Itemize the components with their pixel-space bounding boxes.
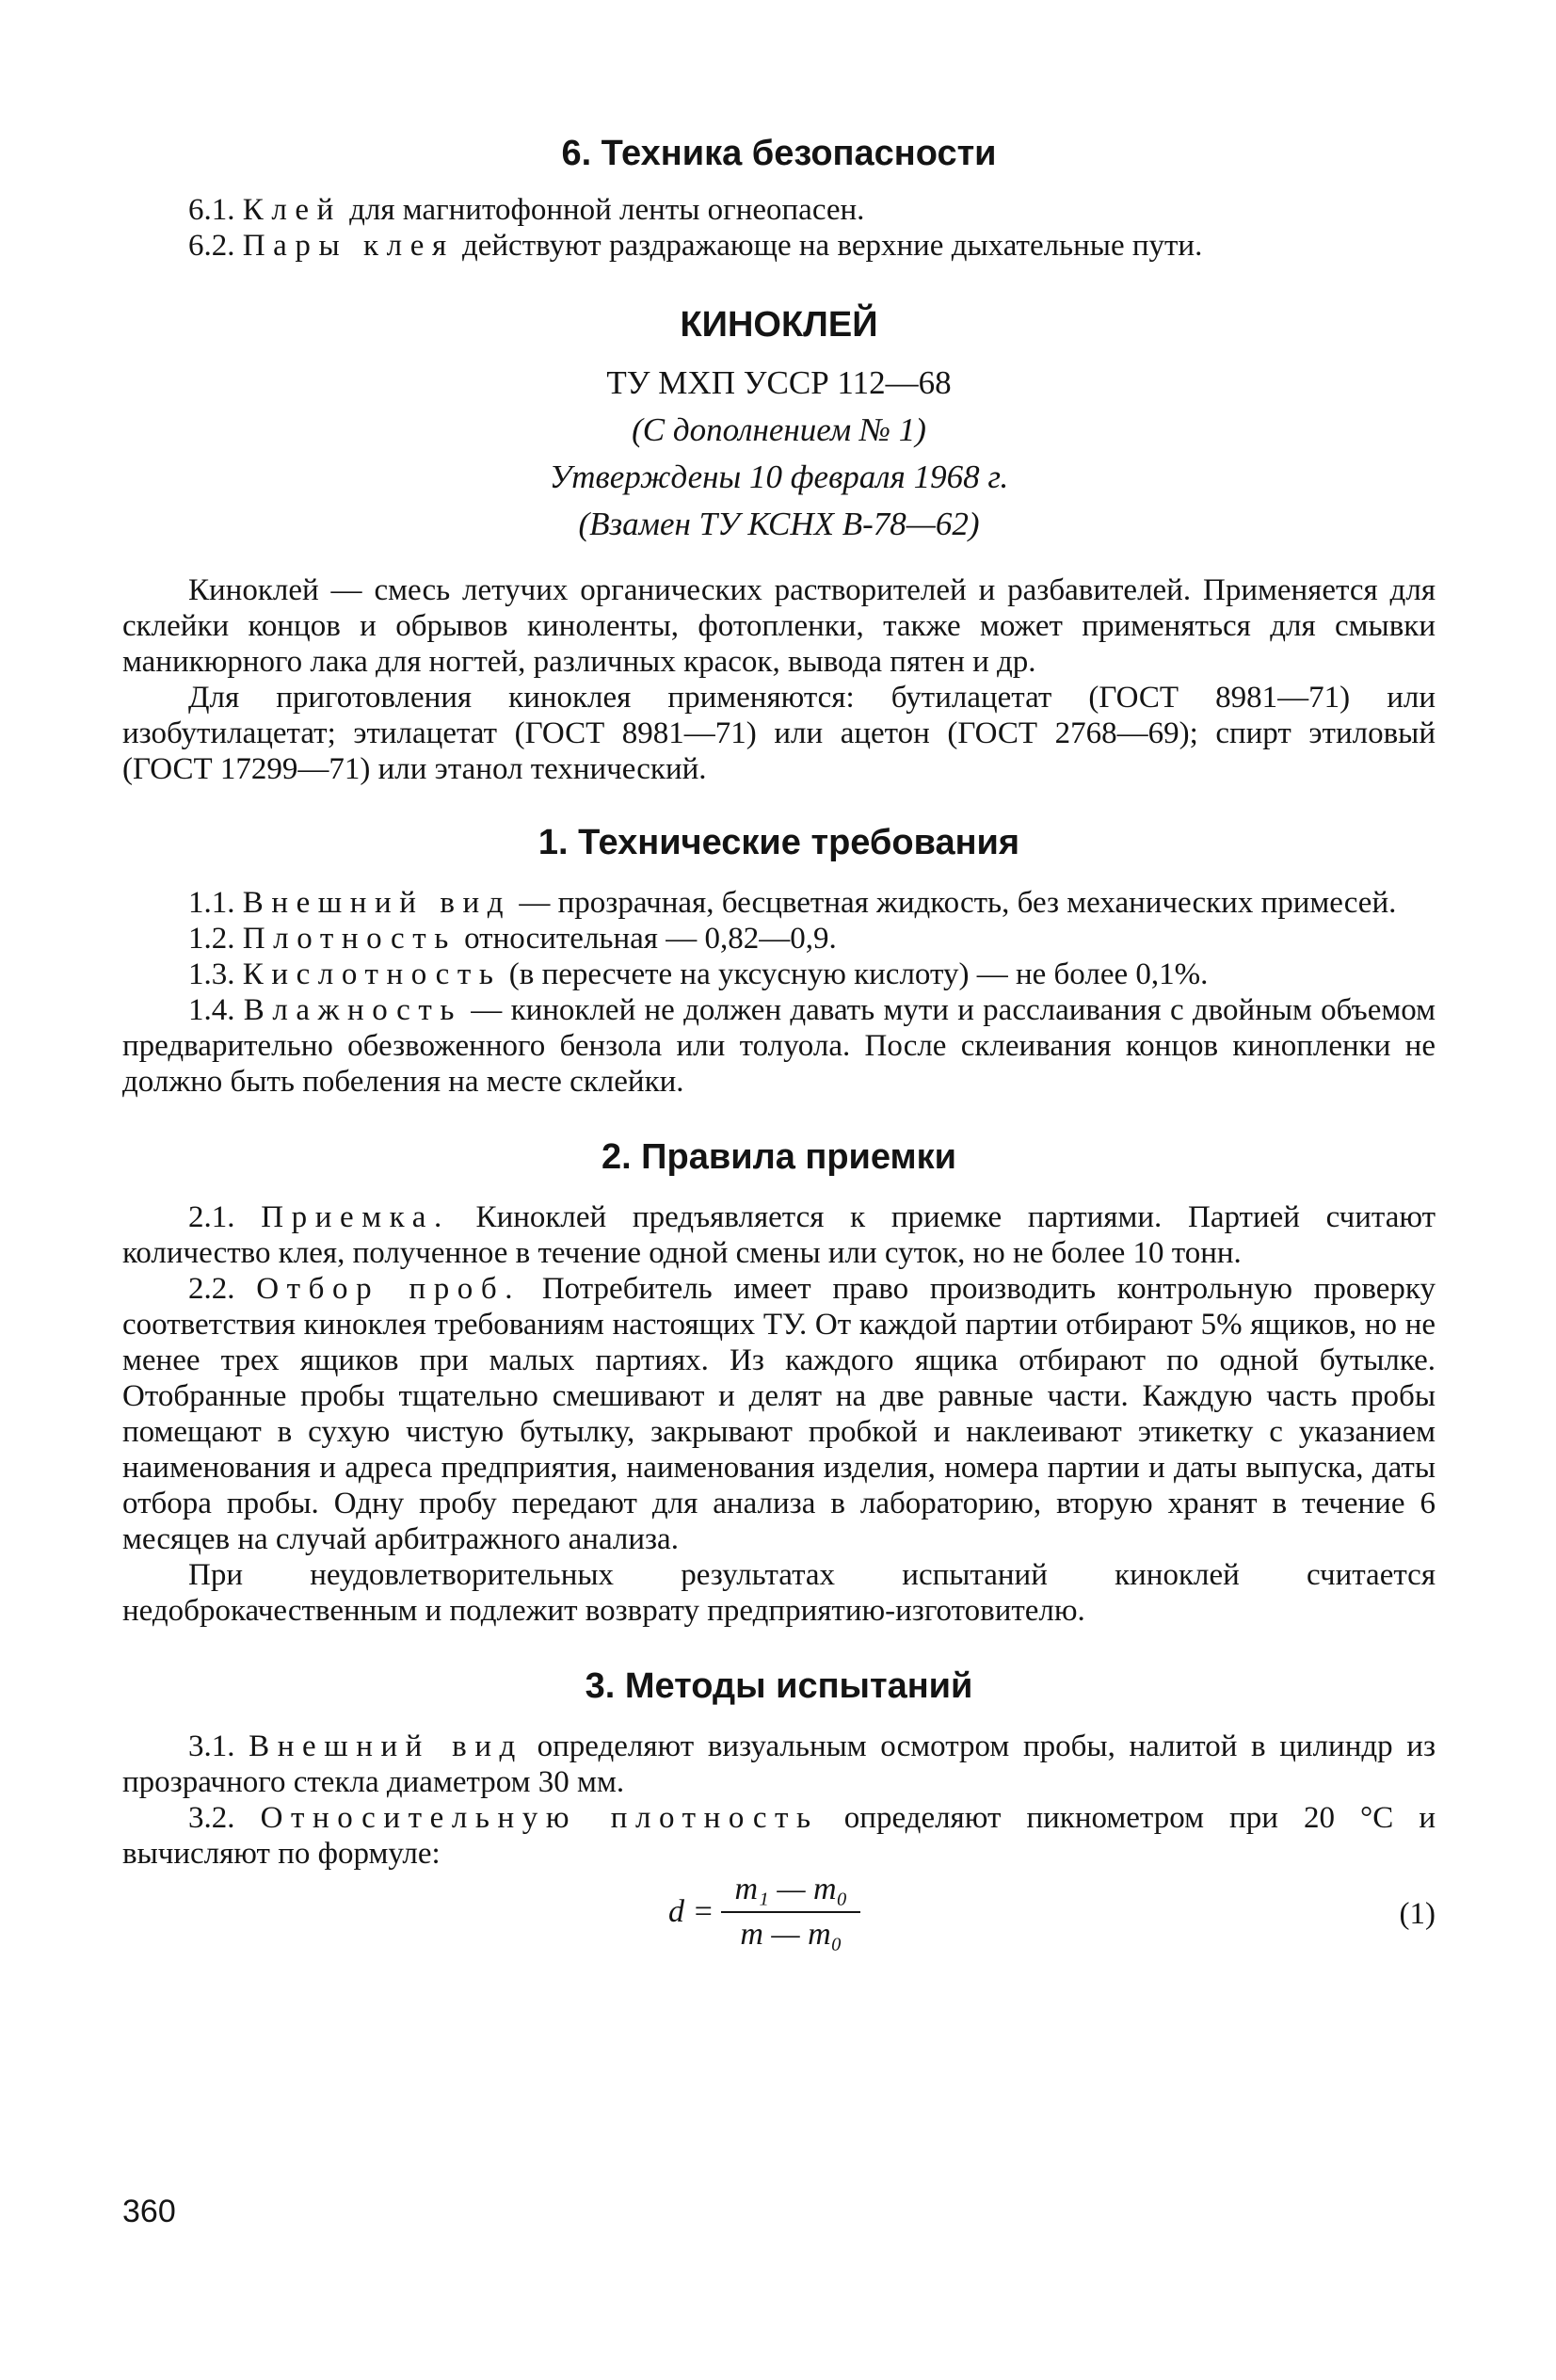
page-number: 360 <box>122 2194 176 2229</box>
item-1-1: 1.1. Внешний вид — прозрачная, бесцветная жидкость, без механических примесей. <box>188 886 1397 920</box>
section-6-title: 6. Техника безопасности <box>561 134 997 173</box>
formula-lhs: d = <box>668 1894 714 1929</box>
section-2-title: 2. Правила приемки <box>601 1137 957 1177</box>
item-1-3: 1.3. Кислотность (в пересчете на уксусную кислоту) — не более 0,1%. <box>188 957 1209 991</box>
formula-denominator: m — m₀ <box>740 1917 842 1952</box>
item-3-2: 3.2. Относительную плотность определяют пикнометром при 20 °С и вычисляют по формуле: <box>122 1801 1436 1871</box>
intro-paragraph-1: Киноклей — смесь летучих органических растворителей и разбавителей. Применяется для склейки концов и обрывов киноленты, фотопленки, также может применяться для смывки маникюрного лака для ногтей, различных красок, вывода пятен и др. <box>122 573 1436 679</box>
item-3-1: 3.1. Внешний вид определяют визуальным осмотром пробы, налитой в цилиндр из прозрачного стекла диаметром 30 мм. <box>122 1729 1436 1799</box>
document-page <box>122 132 1436 1966</box>
product-approved: Утверждены 10 февраля 1968 г. <box>549 458 1009 495</box>
intro-paragraph-2: Для приготовления киноклея применяются: бутилацетат (ГОСТ 8981—71) или изобутилацетат; этилацетат (ГОСТ 8981—71) или ацетон (ГОСТ 2768—69); спирт этиловый (ГОСТ 17299—71) или этанол технический. <box>122 681 1436 786</box>
section-3-title: 3. Методы испытаний <box>585 1666 973 1706</box>
section-1-title: 1. Технические требования <box>537 823 1020 862</box>
product-name: КИНОКЛЕЙ <box>680 305 878 345</box>
product-addition: (С дополнением № 1) <box>632 411 926 448</box>
item-1-4: 1.4. Влажность — киноклей не должен давать мути и расслаивания с двойным объемом предварительно обезвоженного бензола или толуола. После склеивания концов кинопленки не должно быть побеления на месте склейки. <box>122 993 1436 1099</box>
section-2-closing: При неудовлетворительных результатах испытаний киноклей считается недоброкачественным и подлежит возврату предприятию-изготовителю. <box>122 1558 1436 1628</box>
formula-numerator: m₁ — m₀ <box>721 1872 860 1913</box>
item-2-1: 2.1. Приемка. Киноклей предъявляется к приемке партиями. Партией считают количество клея, полученное в течение одной смены или суток, но не более 10 тонн. <box>122 1200 1436 1270</box>
product-replaces: (Взамен ТУ КСНХ В-78—62) <box>578 506 980 542</box>
item-2-2: 2.2. Отбор проб. Потребитель имеет право производить контрольную проверку соответствия киноклея требованиям настоящих ТУ. От каждой партии отбирают 5% ящиков, но не менее трех ящиков при малых партиях. Из каждого ящика отбирают по одной бутылке. Отобранные пробы тщательно смешивают и делят на две равные части. Каждую часть пробы помещают в сухую чистую бутылку, закрывают пробкой и наклеивают этикетку с указанием наименования и адреса предприятия, наименования изделия, номера партии и даты выпуска, даты отбора пробы. Одну пробу передают для анализа в лабораторию, вторую хранят в течение 6 месяцев на случай арбитражного анализа. <box>122 1272 1436 1556</box>
item-6-2: 6.2. Пары клея действуют раздражающе на верхние дыхательные пути. <box>188 229 1203 263</box>
formula-number: (1) <box>1399 1897 1436 1931</box>
item-1-2: 1.2. Плотность относительная — 0,82—0,9. <box>188 922 837 956</box>
formula-1 <box>122 1872 1436 1966</box>
item-6-1: 6.1. Клей для магнитофонной ленты огнеопасен. <box>188 193 865 227</box>
product-tu: ТУ МХП УССР 112—68 <box>606 364 952 401</box>
